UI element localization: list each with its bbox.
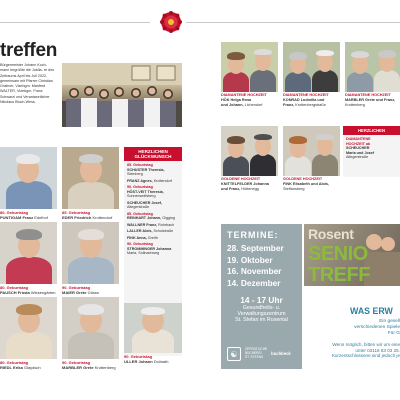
senior-treff-ad — [304, 224, 400, 369]
portrait-photo — [62, 147, 119, 209]
termine-time: 14 - 17 Uhr — [240, 295, 283, 305]
portrait-photo — [62, 222, 119, 284]
senior-heading-3: TREFF — [308, 264, 370, 286]
top-rule-right — [186, 22, 400, 23]
congrats-entry: FRANZ Agnes, Krottendorf — [127, 178, 172, 183]
birthday-card: 90. Geburtstag MARBLER Grete Krottenberg — [62, 297, 119, 370]
congrats-entry: 90. Geburtstag STROMMINGER Johanna Maria, Sollnachweg — [127, 242, 172, 255]
wedding-card: GOLDENE HOCHZEIT FINK Elisabeth und Alois, Steffansberg — [283, 126, 340, 191]
congrats-entry: LALLER Alois, Schulstraße — [127, 229, 174, 233]
library-icon: ☯ — [227, 347, 241, 361]
birthday-card: 90. Geburtstag ULLER Johann Dolinath — [124, 303, 182, 364]
portrait-photo — [62, 297, 119, 359]
sponsor-logos — [227, 344, 296, 364]
birthday-card: 90. Geburtstag MAIER Grete Gössn — [62, 222, 119, 295]
wedding-congrats-panel: HERZLICHEN DIAMANTENE HOCHZEIT ab SCHEUCHER Maria und Josef Altegerstraße — [343, 126, 400, 177]
termine-box — [221, 224, 302, 369]
congrats-entry: SCHEUCHER Josef, Altegerstraße — [127, 200, 163, 209]
congrats-header: HERZLICHEN GLÜCKWUNSCH — [124, 147, 182, 161]
wedding-card: GOLDENE HOCHZEIT KNITTELFELDER Johanna und Franz, Hüttenegg — [221, 126, 278, 191]
birthday-card: 80. Geburtstag PAUSCH Frieda Wiesengärten — [0, 222, 57, 295]
congrats-entry: 90. Geburtstag HÖST-VEIT Theresia, Sonnenwolfsberg — [127, 185, 164, 198]
termine-date: 14. Dezember — [227, 277, 281, 288]
birthday-card: 85. Geburtstag EDER Friedrich Krottendorf — [62, 147, 119, 220]
wedding-card: DIAMANTENE HOCHZEIT HÖK Helga Rosa und Johann, Lichendorf — [221, 42, 278, 107]
couple-photo — [221, 126, 278, 176]
wedding-card: DIAMANTENE HOCHZEIT MARBLER Grete und Franz, Krottenberg — [345, 42, 400, 107]
intro-text: Bürgermeister Johann Koch- mann begrüßte die Jubila- re des Zeitraums April bis Juli 2022, gemeinsam mit Pfarrer Christian Grabner, Vizebgm. Manfred WALTER, Vizebgm. Franz Schwarzl und Verantwortlicher Nikolaus Bloch-Wess. — [0, 63, 55, 105]
termine-date: 16. November — [227, 266, 282, 276]
couple-photo — [283, 42, 340, 92]
birthday-card: 80. Geburtstag RIEDL Erika Glaydsch — [0, 297, 57, 370]
termine-place: Gesundheits- u. Verwaltungszentrum St. Stefan im Rosental — [235, 305, 288, 324]
senior-heading-1: Rosent — [308, 226, 354, 242]
group-photo — [62, 63, 182, 127]
senior-subheading: WAS ERW — [350, 306, 393, 316]
couple-photo — [283, 126, 340, 176]
termine-title: TERMINE: — [227, 230, 279, 240]
portrait-photo — [124, 303, 182, 353]
senior-heading-2: SENIO — [308, 243, 368, 265]
congrats-entry: 85. Geburtstag SCHUSTER Theresia, Steinberg — [127, 163, 165, 176]
birthday-card: 80. Geburtstag PUNTIGAM Franz Edelhof — [0, 147, 57, 220]
page-title: treffen — [0, 40, 58, 61]
termine-date: 19. Oktober — [227, 254, 273, 265]
wedding-card: DIAMANTENE HOCHZEIT KONRAD Ludmilla und Franz, Krottenbergstraße — [283, 42, 340, 107]
top-rule-left — [0, 22, 150, 23]
senior-description: Ein gesell verschiedenen Spiele Für G — [354, 319, 400, 336]
congrats-entry: WALLNER Franz, Rohrbach — [127, 222, 175, 227]
congrats-entry: FINK Anna, Greith — [127, 235, 158, 240]
termine-date: 28. September — [227, 243, 284, 253]
sponsor-logo-text: buchbeck — [271, 351, 291, 357]
portrait-photo — [0, 147, 57, 209]
senior-note: Wenn möglich, bitten wir um eine unter 03116 83 03 25. Kurzentschlossene sind jedoch je — [331, 342, 400, 359]
library-label: ÖFFENTLICHE BÜCHEREI ST. STEFAN — [245, 347, 268, 359]
congrats-entry: 85. Geburtstag REINHART Johann, Gigging — [127, 211, 175, 220]
couple-photo — [345, 42, 400, 92]
couple-photo — [221, 42, 278, 92]
portrait-photo — [0, 297, 57, 359]
portrait-photo — [0, 222, 57, 284]
wedding-congrats-header: HERZLICHEN — [343, 126, 400, 135]
rose-icon — [160, 11, 182, 33]
